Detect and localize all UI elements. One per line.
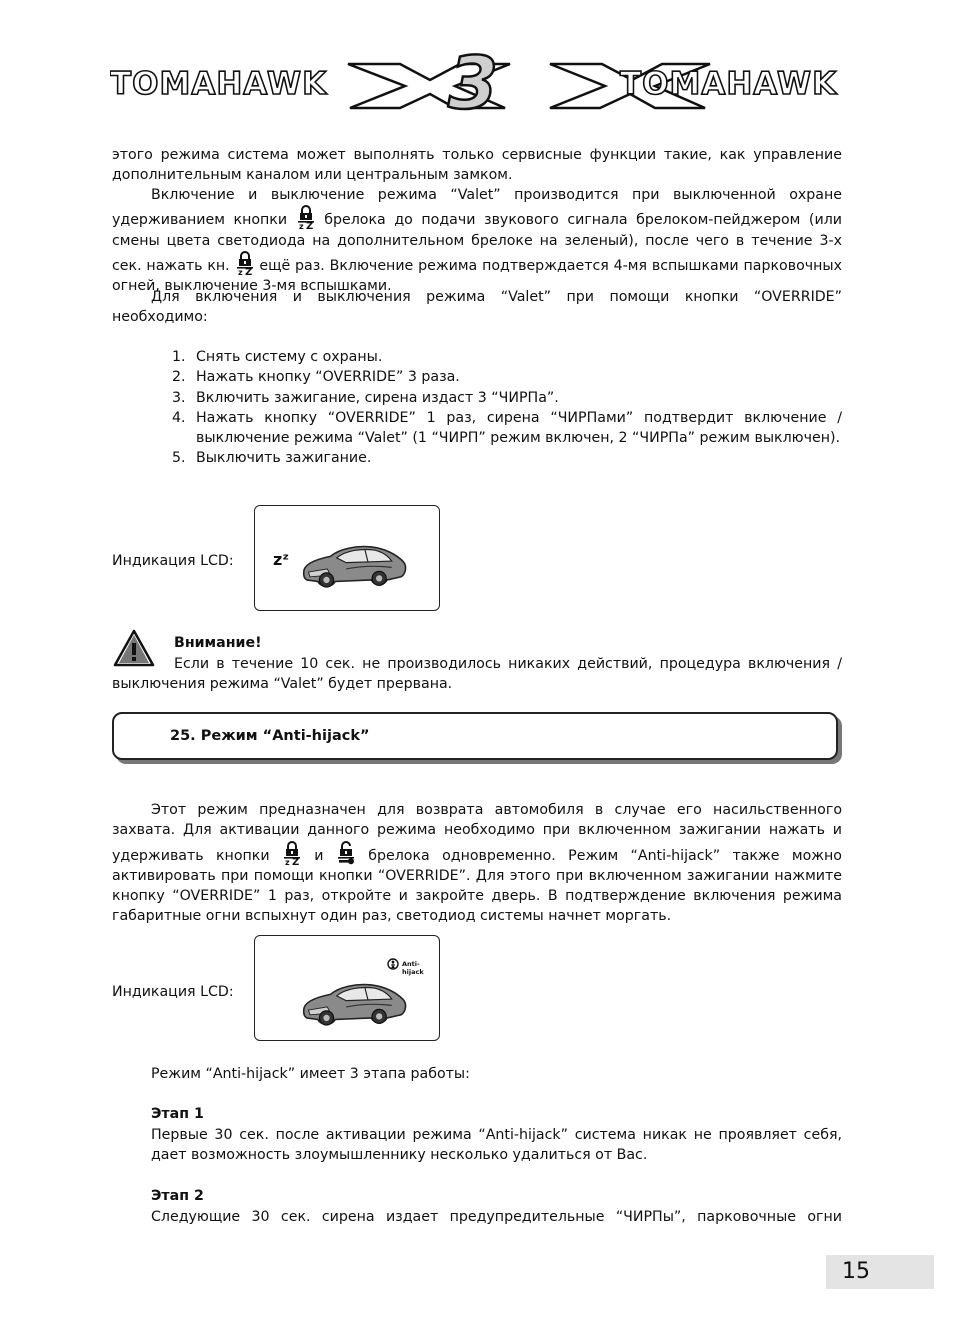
lock-zz-icon xyxy=(296,205,316,229)
stage1-title: Этап 1 xyxy=(151,1106,204,1122)
steps-list xyxy=(172,347,842,469)
section-title: 25. Режим “Anti-hijack” xyxy=(170,728,370,744)
brand-logo-right: TOMAHAWK xyxy=(620,66,838,102)
valet-text-a: Включение и выключение режима “Valet” производится при выключенной охране удерживанием кнопки xyxy=(112,187,842,229)
lock-zz-icon xyxy=(235,251,255,275)
page-number: 15 xyxy=(826,1255,934,1289)
warning-title: Внимание! xyxy=(174,635,262,651)
valet-text-c: ещё раз. Включение режима подтверждается 4-мя вспышками парковочных огней, выключение 3-мя вспышками. xyxy=(112,257,843,295)
car-icon xyxy=(299,536,409,594)
brand-logo-mid: 3 xyxy=(448,52,499,114)
brand-logo-left: TOMAHAWK xyxy=(110,66,328,102)
warning-text: Если в течение 10 сек. не производилось никаких действий, процедура включения / выключения режима “Valet” будет прервана. xyxy=(112,656,842,693)
unlock-key-icon xyxy=(336,841,356,865)
lcd-display-valet xyxy=(254,505,440,611)
stage2-title: Этап 2 xyxy=(151,1188,204,1204)
list-item: 2. Нажать кнопку “OVERRIDE” 3 раза. xyxy=(172,369,460,386)
stage2-text: Следующие 30 сек. сирена издает предупредительные “ЧИРПы”, парковочные огни xyxy=(151,1209,842,1225)
list-item: 4. Нажать кнопку “OVERRIDE” 1 раз, сирена “ЧИРПами” подтвердит включение / выключение режима “Valet” (1 “ЧИРП” режим включен, 2 “ЧИРПа” режим выключен). xyxy=(172,409,842,447)
valet-paragraph xyxy=(112,185,842,296)
brand-logo xyxy=(110,52,845,114)
stages-intro: Режим “Anti-hijack” имеет 3 этапа работы: xyxy=(151,1066,470,1082)
lcd-label: Индикация LCD: xyxy=(112,553,234,569)
lock-zz-icon xyxy=(282,841,302,865)
stage1-text: Первые 30 сек. после активации режима “Anti-hijack” система никак не проявляет себя, дает возможность злоумышленнику несколько удалиться от Вас. xyxy=(151,1127,842,1164)
sleep-zz-icon: zᶻ xyxy=(273,550,289,569)
list-item: 1. Снять систему с охраны. xyxy=(172,349,383,365)
antihijack-text-and: и xyxy=(314,847,324,864)
anti-hijack-icon xyxy=(387,958,399,970)
list-item: 5. Выключить зажигание. xyxy=(172,450,372,467)
override-paragraph: Для включения и выключения режима “Valet” при помощи кнопки “OVERRIDE” необходимо: xyxy=(112,289,842,326)
section-header xyxy=(112,712,838,760)
antihijack-paragraph xyxy=(112,800,842,927)
lcd-display-antihijack xyxy=(254,935,440,1041)
anti-hijack-badge: Anti-hijack xyxy=(402,960,424,976)
list-item: 3. Включить зажигание, сирена издаст 3 “ЧИРПа”. xyxy=(172,389,559,406)
valet-text-b: брелока до подачи звукового сигнала брелоком-пейджером (или смены цвета светодиода на дополнительном брелоке на зеленый), после чего в течение 3-х сек. нажать кн. xyxy=(112,212,842,274)
antihijack-text-a: Этот режим предназначен для возврата автомобиля в случае его насильственного захвата. Для активации данного режима необходимо при включенном зажигании нажать и удерживать кнопки xyxy=(112,802,842,864)
intro-paragraph: этого режима система может выполнять только сервисные функции такие, как управление дополнительным каналом или центральным замком. xyxy=(112,147,842,184)
lcd-label: Индикация LCD: xyxy=(112,984,234,1000)
car-icon xyxy=(299,974,409,1032)
antihijack-text-b: брелока одновременно. Режим “Anti-hijack” также можно активировать при помощи кнопки “OVERRIDE”. Для этого при включенном зажигании нажмите кнопку “OVERRIDE” 1 раз, откройте и закройте дверь. В подтверждение включения режима габаритные огни вспыхнут один раз, светодиод системы начнет моргать. xyxy=(112,847,842,925)
